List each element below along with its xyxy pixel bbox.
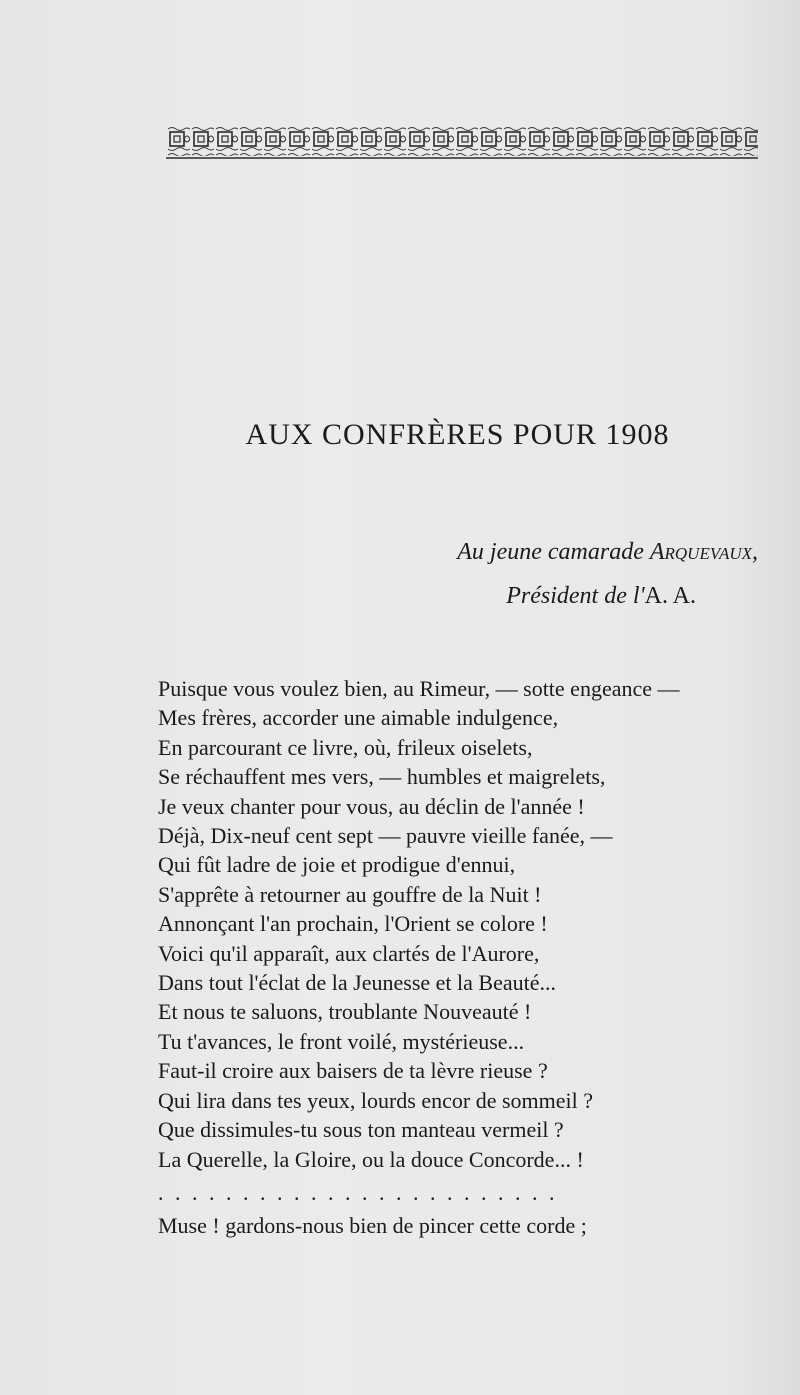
- poem: [158, 674, 768, 1241]
- poem-line: Et nous te saluons, troublante Nouveauté !: [158, 999, 532, 1025]
- poem-line: Faut-il croire aux baisers de ta lèvre rieuse ?: [158, 1058, 548, 1084]
- dedication-line-2: [457, 574, 758, 618]
- poem-last-line: Muse ! gardons-nous bien de pincer cette corde ;: [158, 1213, 587, 1239]
- dedication-name: Arquevaux,: [649, 539, 758, 565]
- poem-line: La Querelle, la Gloire, ou la douce Concorde... !: [158, 1146, 584, 1172]
- dedication-line2-suffix: A. A.: [644, 583, 696, 609]
- poem-line: Se réchauffent mes vers, — humbles et maigrelets,: [158, 764, 606, 790]
- poem-line: S'apprête à retourner au gouffre de la Nuit !: [158, 881, 542, 907]
- dedication: [457, 530, 758, 618]
- dedication-line2-prefix: Président de l': [506, 583, 645, 609]
- poem-line: Voici qu'il apparaît, aux clartés de l'Aurore,: [158, 940, 540, 966]
- decorative-header-ornament: [166, 126, 758, 160]
- poem-line: Mes frères, accorder une aimable indulgence,: [158, 705, 559, 731]
- ellipsis-dots-line: ........................: [158, 1179, 566, 1205]
- poem-line: Puisque vous voulez bien, au Rimeur, — sotte engeance —: [158, 676, 680, 701]
- poem-line: Qui lira dans tes yeux, lourds encor de sommeil ?: [158, 1087, 594, 1113]
- dedication-line-1: [457, 530, 758, 574]
- poem-line: Je veux chanter pour vous, au déclin de l'année !: [158, 793, 585, 819]
- poem-line: Déjà, Dix-neuf cent sept — pauvre vieille fanée, —: [158, 823, 613, 849]
- poem-line: Annonçant l'an prochain, l'Orient se colore !: [158, 911, 548, 937]
- page-title: AUX CONFRÈRES POUR 1908: [245, 418, 670, 451]
- poem-line: Que dissimules-tu sous ton manteau vermeil ?: [158, 1117, 564, 1143]
- poem-line: En parcourant ce livre, où, frileux oiselets,: [158, 734, 533, 760]
- poem-line: Dans tout l'éclat de la Jeunesse et la Beauté...: [158, 970, 556, 996]
- poem-line: Tu t'avances, le front voilé, mystérieuse...: [158, 1028, 525, 1054]
- poem-line: Qui fût ladre de joie et prodigue d'ennui,: [158, 852, 516, 878]
- dedication-prefix: Au jeune camarade: [457, 539, 644, 565]
